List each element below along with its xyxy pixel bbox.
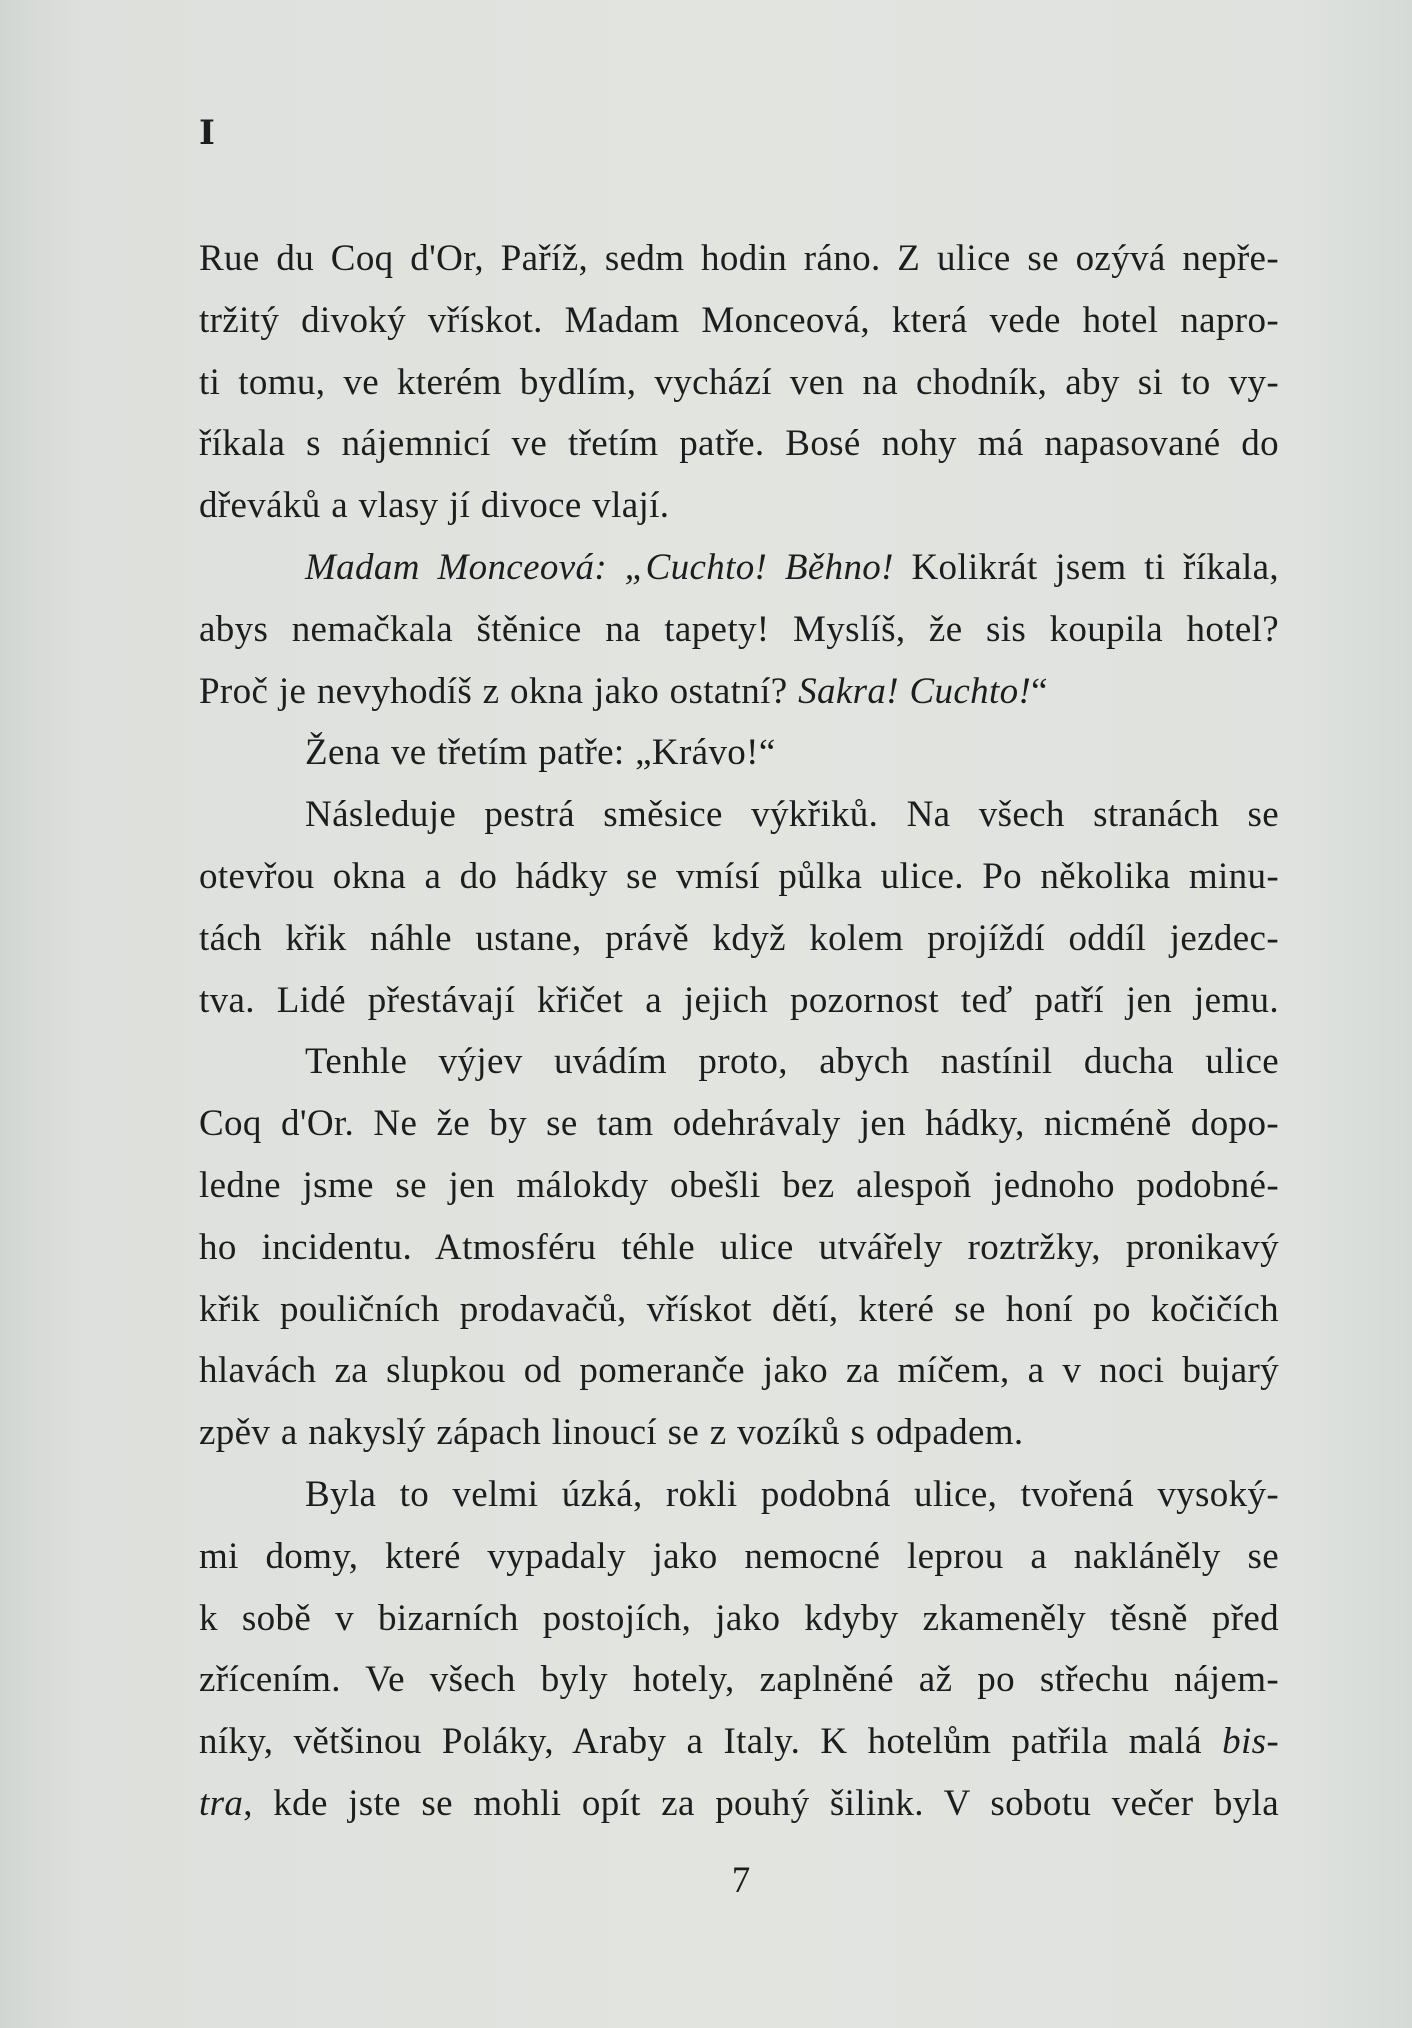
text-segment: dřeváků a vlasy jí divoce vlají. (199, 485, 670, 527)
text-line (199, 1402, 1279, 1464)
text-line (199, 290, 1279, 352)
text-segment: abys nemačkala štěnice na tapety! Myslíš, že sis koupila hotel? (199, 608, 1279, 650)
text-segment: zřícením. Ve všech byly hotely, zaplněné až po střechu nájem- (199, 1659, 1279, 1701)
text-line (199, 1217, 1279, 1279)
text-segment: Coq d'Or. Ne že by se tam odehrávaly jen hádky, nicméně dopo- (199, 1103, 1279, 1145)
text-line (199, 784, 1279, 846)
text-segment: ti tomu, ve kterém bydlím, vychází ven na chodník, aby si to vy- (199, 361, 1279, 403)
text-segment: k sobě v bizarních postojích, jako kdyby zkameněly těsně před (199, 1597, 1279, 1639)
text-segment: křik pouličních prodavačů, vřískot dětí, které se honí po kočičích (199, 1288, 1279, 1330)
text-segment: níky, většinou Poláky, Araby a Italy. K hotelům patřila malá (199, 1721, 1223, 1763)
text-line (199, 970, 1279, 1032)
page-number: 7 (731, 1860, 751, 1901)
text-segment: , kde jste se mohli opít za pouhý šilink. V sobotu večer byla (243, 1782, 1279, 1824)
text-line (199, 908, 1279, 970)
text-line (199, 1711, 1279, 1773)
text-line (199, 1031, 1279, 1093)
text-line (199, 661, 1279, 723)
text-line (199, 1279, 1279, 1341)
italic-text: bis- (1222, 1721, 1279, 1763)
text-segment: mi domy, které vypadaly jako nemocné leprou a nakláněly se (199, 1535, 1279, 1577)
text-segment: tržitý divoký vřískot. Madam Monceová, která vede hotel napro- (199, 299, 1279, 341)
text-segment: Žena ve třetím patře: „Krávo!“ (305, 732, 776, 774)
text-line (199, 352, 1279, 414)
text-segment: ho incidentu. Atmosféru téhle ulice utvářely roztržky, pronikavý (199, 1226, 1279, 1268)
text-line (199, 1649, 1279, 1711)
text-segment: tách křik náhle ustane, právě když kolem projíždí oddíl jezdec- (199, 917, 1279, 959)
text-segment: otevřou okna a do hádky se vmísí půlka ulice. Po několika minu- (199, 855, 1279, 897)
text-segment: tva. Lidé přestávají křičet a jejich pozornost teď patří jen jemu. (199, 979, 1279, 1021)
text-segment: Tenhle výjev uvádím proto, abych nastínil ducha ulice (305, 1041, 1279, 1083)
text-segment: Kolikrát jsem ti říkala, (893, 546, 1279, 588)
text-segment: Rue du Coq d'Or, Paříž, sedm hodin ráno. Z ulice se ozývá nepře- (199, 238, 1279, 279)
text-line (199, 475, 1279, 537)
body-text (199, 228, 1279, 1835)
italic-text: tra (199, 1782, 244, 1824)
text-line (199, 1093, 1279, 1155)
text-line (199, 1526, 1279, 1588)
text-line (199, 413, 1279, 475)
text-segment: Proč je nevyhodíš z okna jako ostatní? (199, 670, 799, 712)
text-line (199, 1464, 1279, 1526)
text-line (199, 1155, 1279, 1217)
italic-text: Madam Monceová: „Cuchto! Běhno! (305, 546, 894, 588)
text-line (199, 1773, 1279, 1835)
text-segment: hlavách za slupkou od pomeranče jako za míčem, a v noci bujarý (199, 1350, 1279, 1392)
text-line (199, 722, 1279, 784)
text-segment: “ (1031, 670, 1048, 712)
text-segment: ledne jsme se jen málokdy obešli bez alespoň jednoho podobné- (199, 1164, 1279, 1206)
text-segment: říkala s nájemnicí ve třetím patře. Bosé nohy má napasované do (199, 423, 1279, 465)
chapter-heading: I (199, 113, 215, 153)
text-segment: Následuje pestrá směsice výkřiků. Na všech stranách se (305, 794, 1279, 836)
text-segment: zpěv a nakyslý zápach linoucí se z vozíků s odpadem. (199, 1412, 1024, 1454)
italic-text: Sakra! Cuchto! (798, 670, 1032, 712)
text-segment: Byla to velmi úzká, rokli podobná ulice, tvořená vysoký- (305, 1473, 1279, 1515)
text-line (199, 846, 1279, 908)
text-line (199, 1340, 1279, 1402)
text-line (199, 599, 1279, 661)
text-line (199, 537, 1279, 599)
text-line (199, 1588, 1279, 1650)
text-line (199, 228, 1279, 290)
